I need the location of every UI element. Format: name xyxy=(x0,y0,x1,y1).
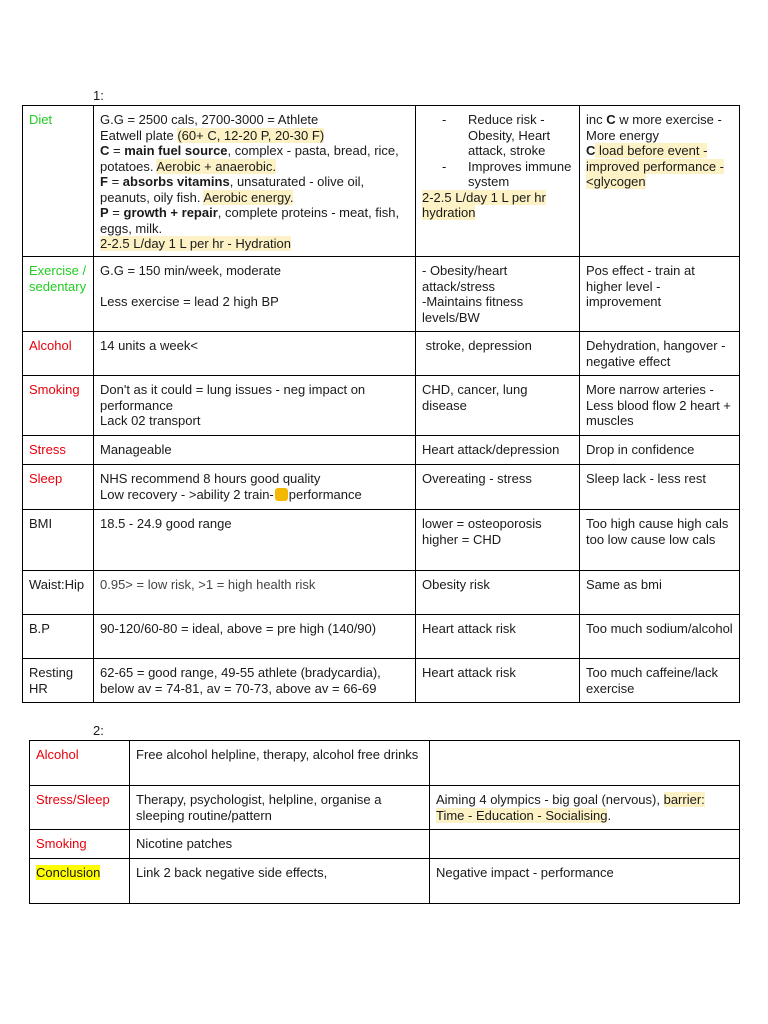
diet-effect-cell: inc C w more exercise - More energy C load before event - improved performance - <glycogen xyxy=(580,106,740,257)
table-row-bp xyxy=(23,615,740,659)
waist-hip-guidelines-cell: 0.95> = low risk, >1 = high health risk xyxy=(94,571,416,615)
row-label-stress: Stress xyxy=(23,436,94,465)
conclusion-cell: Link 2 back negative side effects, xyxy=(130,859,430,904)
table-row-waist-hip xyxy=(23,571,740,615)
section-1-table xyxy=(22,105,740,703)
table-row-resting-hr xyxy=(23,659,740,703)
sleep-guidelines-cell: NHS recommend 8 hours good quality Low recovery - >ability 2 train- performance xyxy=(94,465,416,510)
alcohol-risk-cell: stroke, depression xyxy=(416,332,580,376)
thumbs-down-icon xyxy=(275,488,288,501)
bmi-effect-cell: Too high cause high cals too low cause low cals xyxy=(580,510,740,571)
stress-risk-cell: Heart attack/depression xyxy=(416,436,580,465)
sleep-risk-cell: Overeating - stress xyxy=(416,465,580,510)
table-row-bmi xyxy=(23,510,740,571)
table-row-diet xyxy=(23,106,740,257)
stress-sleep-support-cell: Therapy, psychologist, helpline, organise a sleeping routine/pattern xyxy=(130,786,430,830)
row-label-exercise: Exercise / sedentary xyxy=(23,257,94,332)
alcohol-guidelines-cell: 14 units a week< xyxy=(94,332,416,376)
resting-hr-risk-cell: Heart attack risk xyxy=(416,659,580,703)
bp-risk-cell: Heart attack risk xyxy=(416,615,580,659)
waist-hip-risk-cell: Obesity risk xyxy=(416,571,580,615)
stress-guidelines-cell: Manageable xyxy=(94,436,416,465)
section-2-table xyxy=(29,740,740,904)
row-label-conclusion: Conclusion xyxy=(30,859,130,904)
exercise-guidelines-cell: G.G = 150 min/week, moderate Less exercise = lead 2 high BP xyxy=(94,257,416,332)
sleep-effect-cell: Sleep lack - less rest xyxy=(580,465,740,510)
row-label-resting-hr: Resting HR xyxy=(23,659,94,703)
exercise-effect-cell: Pos effect - train at higher level - improvement xyxy=(580,257,740,332)
waist-hip-effect-cell: Same as bmi xyxy=(580,571,740,615)
smoking-guidelines-cell: Don't as it could = lung issues - neg impact on performance Lack 02 transport xyxy=(94,376,416,436)
alcohol-notes-cell xyxy=(430,741,740,786)
row-label-diet: Diet xyxy=(23,106,94,257)
smoking-notes-cell xyxy=(430,830,740,859)
row-label-stress-sleep: Stress/Sleep xyxy=(30,786,130,830)
row-label-waist-hip: Waist:Hip xyxy=(23,571,94,615)
stress-effect-cell: Drop in confidence xyxy=(580,436,740,465)
table-row-stress-sleep-support xyxy=(30,786,740,830)
bmi-risk-cell: lower = osteoporosis higher = CHD xyxy=(416,510,580,571)
section-2-number: 2: xyxy=(93,723,104,738)
table-row-alcohol-support xyxy=(30,741,740,786)
row-label-alcohol: Alcohol xyxy=(23,332,94,376)
table-row-smoking-support xyxy=(30,830,740,859)
alcohol-support-cell: Free alcohol helpline, therapy, alcohol free drinks xyxy=(130,741,430,786)
resting-hr-effect-cell: Too much caffeine/lack exercise xyxy=(580,659,740,703)
row-label-smoking: Smoking xyxy=(23,376,94,436)
table-row-stress xyxy=(23,436,740,465)
smoking-support-cell: Nicotine patches xyxy=(130,830,430,859)
list-item: - Reduce risk - Obesity, Heart attack, stroke xyxy=(434,112,573,159)
diet-benefits-cell: - Reduce risk - Obesity, Heart attack, stroke - Improves immune system 2-2.5 L/day 1 L per hr hydration xyxy=(416,106,580,257)
bp-effect-cell: Too much sodium/alcohol xyxy=(580,615,740,659)
conclusion-impact-cell: Negative impact - performance xyxy=(430,859,740,904)
row-label-bmi: BMI xyxy=(23,510,94,571)
exercise-benefits-cell: - Obesity/heart attack/stress -Maintains fitness levels/BW xyxy=(416,257,580,332)
row-label-smoking: Smoking xyxy=(30,830,130,859)
table-row-conclusion xyxy=(30,859,740,904)
bmi-guidelines-cell: 18.5 - 24.9 good range xyxy=(94,510,416,571)
bp-guidelines-cell: 90-120/60-80 = ideal, above = pre high (140/90) xyxy=(94,615,416,659)
table-row-alcohol xyxy=(23,332,740,376)
smoking-effect-cell: More narrow arteries - Less blood flow 2 heart + muscles xyxy=(580,376,740,436)
row-label-bp: B.P xyxy=(23,615,94,659)
table-row-sleep xyxy=(23,465,740,510)
table-row-exercise xyxy=(23,257,740,332)
resting-hr-guidelines-cell: 62-65 = good range, 49-55 athlete (bradycardia), below av = 74-81, av = 70-73, above av = 66-69 xyxy=(94,659,416,703)
row-label-sleep: Sleep xyxy=(23,465,94,510)
list-item: - Improves immune system xyxy=(434,159,573,190)
row-label-alcohol: Alcohol xyxy=(30,741,130,786)
smoking-risk-cell: CHD, cancer, lung disease xyxy=(416,376,580,436)
alcohol-effect-cell: Dehydration, hangover - negative effect xyxy=(580,332,740,376)
table-row-smoking xyxy=(23,376,740,436)
section-1-number: 1: xyxy=(93,88,104,103)
stress-sleep-notes-cell: Aiming 4 olympics - big goal (nervous), barrier: Time - Education - Socialising. xyxy=(430,786,740,830)
diet-guidelines-cell: G.G = 2500 cals, 2700-3000 = Athlete Eatwell plate (60+ C, 12-20 P, 20-30 F) C = main fuel source, complex - pasta, bread, rice, potatoes. Aerobic + anaerobic. F = absorbs vitamins, unsaturated - olive oil, peanuts, oily fish. Aerobic energy. P = growth + repair, complete proteins - meat, fish, eggs, milk. 2-2.5 L/day 1 L per hr - Hydration xyxy=(94,106,416,257)
